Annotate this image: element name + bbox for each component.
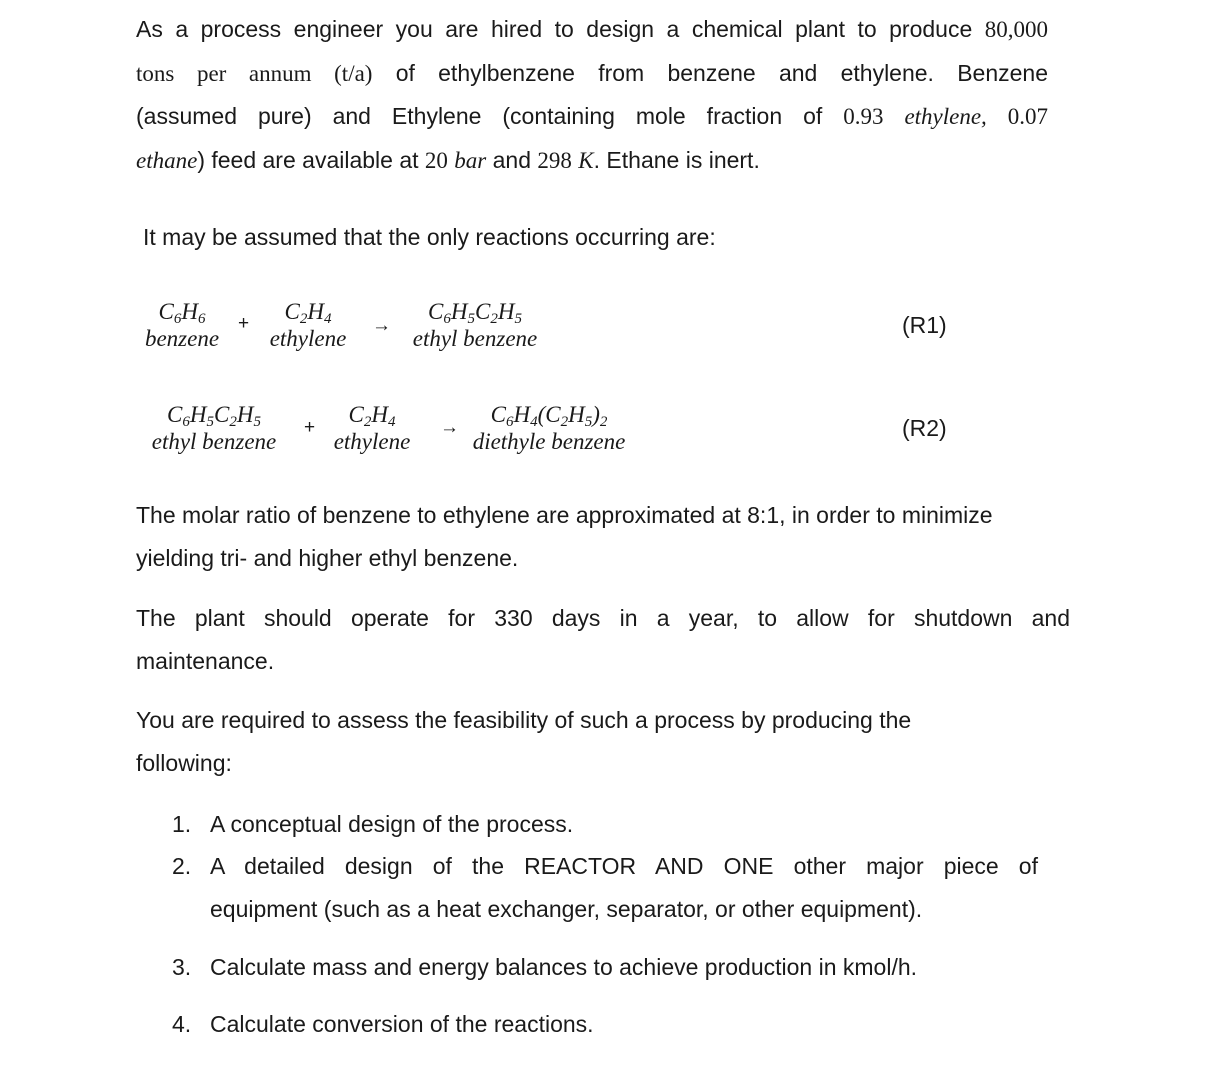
formula-c6h5c2h5: $C_6H_5C_2H_5$ bbox=[428, 299, 522, 327]
task-number: 2. bbox=[172, 853, 192, 879]
intro-text: ) feed are available at bbox=[197, 147, 425, 174]
intro-line-2 bbox=[136, 52, 1048, 96]
ethane-fraction: 0.07 bbox=[1007, 104, 1049, 130]
required-paragraph bbox=[136, 699, 996, 785]
r2-reactant2-name: ethylene bbox=[333, 429, 411, 454]
r2-tag: (R2) bbox=[902, 415, 947, 441]
ratio-line-2: yielding tri- and higher ethyl benzene. bbox=[136, 545, 519, 571]
intro-text: of ethylbenzene from benzene and ethylene. Benzene bbox=[372, 59, 1048, 86]
r1-product-name: ethyl benzene bbox=[412, 326, 538, 351]
production-value: 80,000 bbox=[984, 17, 1048, 42]
operation-line-2: maintenance. bbox=[136, 648, 275, 674]
r2-reactant-ethylene bbox=[328, 401, 416, 455]
task-text-continued: equipment (such as a heat exchanger, separator, or other equipment). bbox=[210, 896, 923, 922]
task-text: Calculate mass and energy balances to achieve production in kmol/h. bbox=[210, 954, 918, 980]
temperature-value: 298 bbox=[537, 148, 572, 174]
formula-c6h4c2h52: $C_6H_4(C_2H_5)_2$ bbox=[490, 402, 608, 430]
r1-product-ethylbenzene bbox=[402, 298, 548, 352]
task-text: A conceptual design of the process. bbox=[210, 811, 574, 837]
assumption-text: It may be assumed that the only reactions occurring are: bbox=[143, 224, 716, 250]
ratio-line-1: The molar ratio of benzene to ethylene are approximated at 8:1, in order to minimize bbox=[136, 502, 993, 528]
intro-text: and bbox=[486, 147, 538, 174]
task-item-4 bbox=[172, 1003, 1038, 1046]
r2-product-diethylbenzene bbox=[460, 401, 638, 455]
r1-arrow-icon: → bbox=[372, 315, 391, 336]
task-number: 3. bbox=[172, 954, 192, 980]
ethylene-fraction: 0.93 bbox=[843, 104, 884, 130]
pressure-value: 20 bbox=[424, 148, 448, 174]
task-number: 4. bbox=[172, 1011, 192, 1037]
intro-line-4 bbox=[136, 139, 1048, 183]
r2-reactant-ethylbenzene bbox=[140, 401, 288, 455]
formula-c2h4: $C_2H_4$ bbox=[348, 402, 396, 430]
intro-text: (assumed pure) and Ethylene (containing mole fraction of bbox=[136, 103, 844, 130]
intro-line-1 bbox=[136, 8, 1048, 52]
r2-arrow-icon: → bbox=[440, 417, 459, 438]
formula-c2h4: $C_2H_4$ bbox=[284, 299, 332, 327]
r2-reactant1-name: ethyl benzene bbox=[151, 429, 277, 454]
task-item-3 bbox=[172, 946, 1038, 989]
temperature-unit: K bbox=[578, 148, 594, 174]
task-item-1 bbox=[172, 803, 1038, 846]
r2-plus-sign: + bbox=[304, 417, 316, 438]
r1-reactant-ethylene bbox=[262, 298, 354, 352]
operation-paragraph bbox=[136, 597, 1070, 683]
intro-line-3 bbox=[136, 95, 1048, 139]
task-item-2 bbox=[172, 845, 1038, 931]
r1-reactant1-name: benzene bbox=[144, 326, 220, 351]
r1-plus-sign: + bbox=[238, 313, 250, 334]
task-text: Calculate conversion of the reactions. bbox=[210, 1011, 594, 1037]
intro-text: As a process engineer you are hired to design a chemical plant to produce bbox=[136, 16, 985, 42]
r2-product-name: diethyle benzene bbox=[472, 429, 626, 454]
ethylene-word: ethylene, bbox=[904, 104, 987, 130]
task-text: A detailed design of the REACTOR AND ONE other major piece of bbox=[210, 853, 1038, 879]
r1-reactant-benzene bbox=[140, 298, 224, 352]
formula-c6h5c2h5: $C_6H_5C_2H_5$ bbox=[167, 402, 261, 430]
r1-tag: (R1) bbox=[902, 312, 947, 338]
r1-reactant2-name: ethylene bbox=[269, 326, 347, 351]
operation-line-1: The plant should operate for 330 days in a year, to allow for shutdown and bbox=[136, 605, 1070, 631]
intro-text: . Ethane is inert. bbox=[593, 147, 760, 174]
task-number: 1. bbox=[172, 811, 192, 837]
ratio-paragraph bbox=[136, 494, 1064, 580]
required-line-1: You are required to assess the feasibility of such a process by producing the bbox=[136, 707, 912, 733]
ethane-word: ethane bbox=[136, 148, 198, 174]
production-unit: tons per annum (t/a) bbox=[136, 60, 373, 86]
pressure-unit: bar bbox=[454, 148, 487, 174]
intro-paragraph bbox=[136, 8, 1048, 183]
formula-c6h6: $C_6H_6$ bbox=[158, 299, 206, 327]
required-line-2: following: bbox=[136, 750, 232, 776]
